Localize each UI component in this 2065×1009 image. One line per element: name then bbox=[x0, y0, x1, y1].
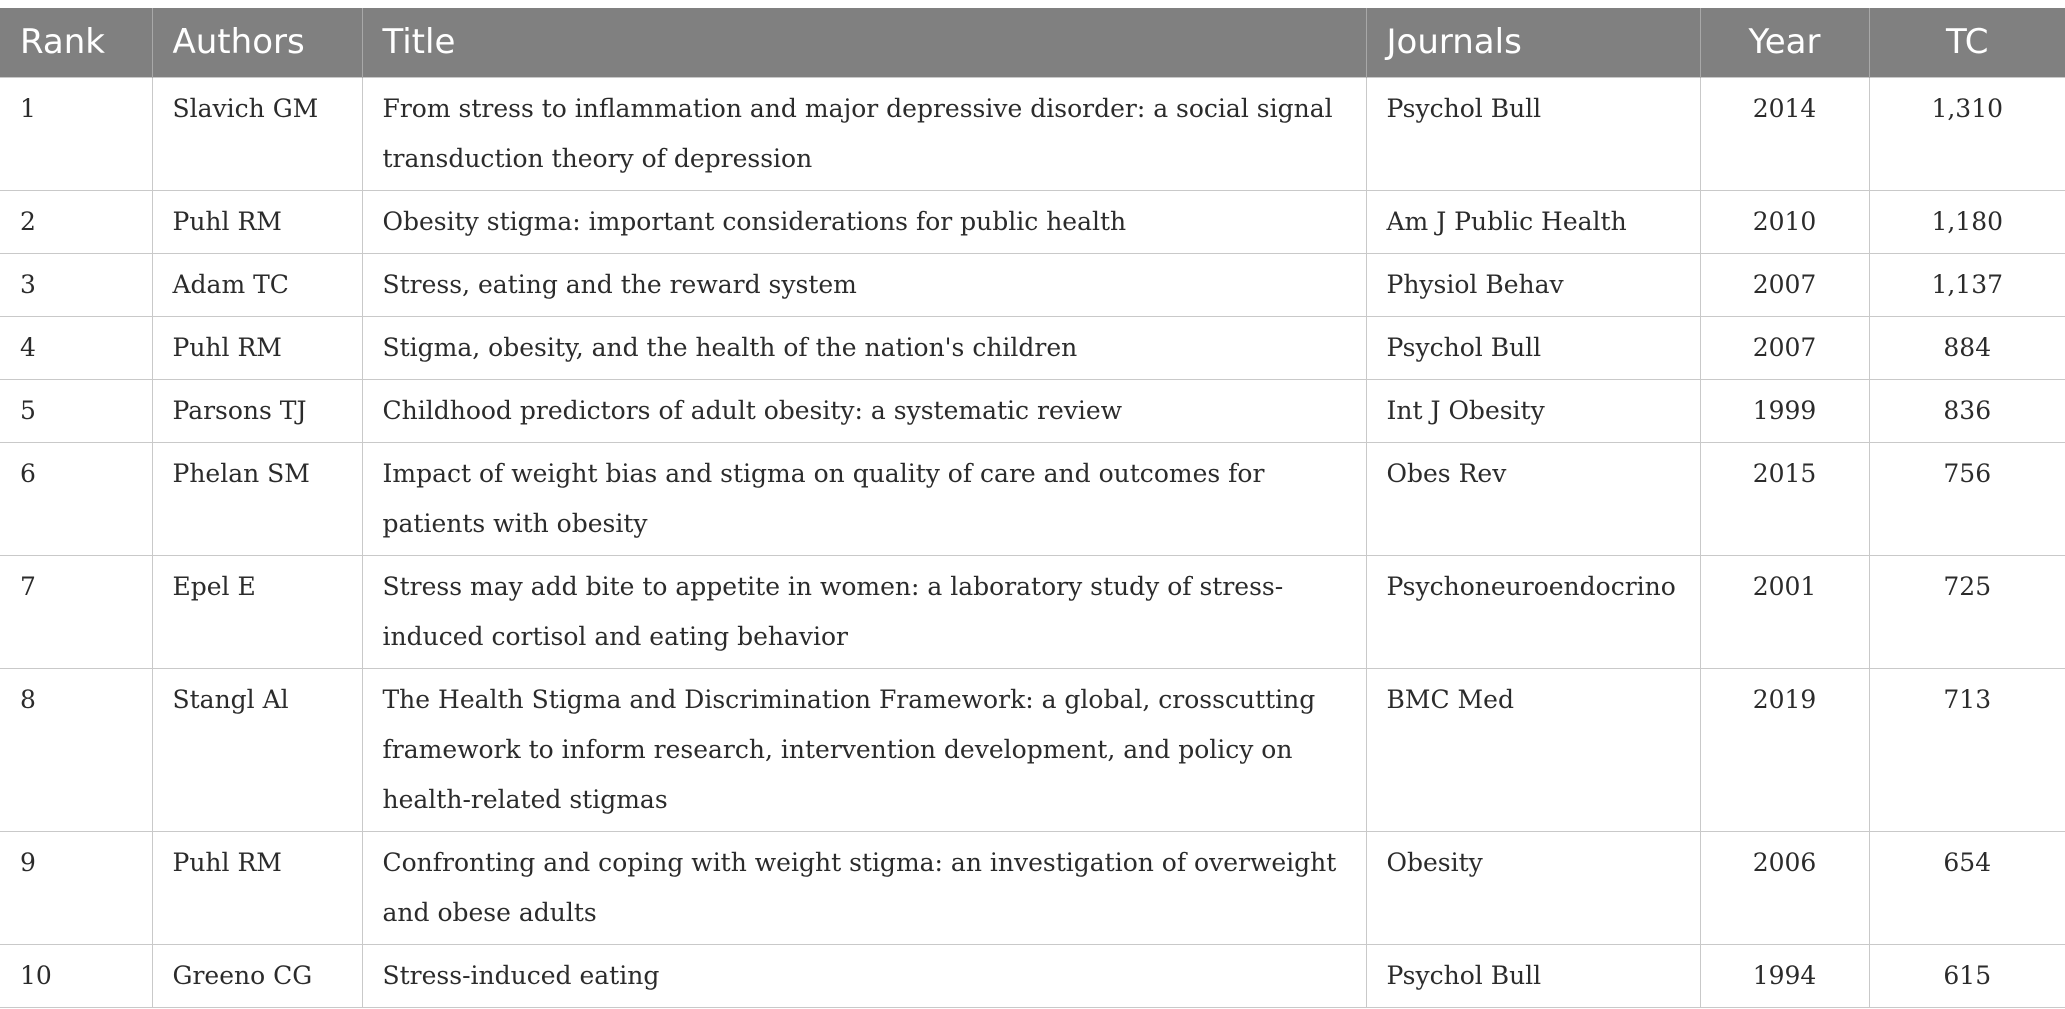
table-row bbox=[0, 190, 2065, 253]
header-row bbox=[0, 8, 2065, 77]
cell-tc: 756 bbox=[1869, 442, 2065, 555]
cell-year: 1999 bbox=[1700, 379, 1869, 442]
cell-year: 1994 bbox=[1700, 944, 1869, 1007]
cell-authors: Greeno CG bbox=[152, 944, 362, 1007]
cell-title: Stress may add bite to appetite in women: a laboratory study of stress-induced cortisol and eating behavior bbox=[362, 555, 1366, 668]
cell-authors: Adam TC bbox=[152, 253, 362, 316]
citation-table-container bbox=[0, 8, 2065, 1008]
cell-journal: Obesity bbox=[1366, 831, 1700, 944]
cell-authors: Parsons TJ bbox=[152, 379, 362, 442]
cell-year: 2015 bbox=[1700, 442, 1869, 555]
cell-title: Stigma, obesity, and the health of the nation's children bbox=[362, 316, 1366, 379]
cell-rank: 2 bbox=[0, 190, 152, 253]
cell-rank: 9 bbox=[0, 831, 152, 944]
cell-rank: 3 bbox=[0, 253, 152, 316]
cell-year: 2001 bbox=[1700, 555, 1869, 668]
cell-authors: Puhl RM bbox=[152, 190, 362, 253]
table-header bbox=[0, 8, 2065, 77]
cell-tc: 654 bbox=[1869, 831, 2065, 944]
cell-authors: Epel E bbox=[152, 555, 362, 668]
cell-authors: Puhl RM bbox=[152, 831, 362, 944]
cell-tc: 1,180 bbox=[1869, 190, 2065, 253]
header-title: Title bbox=[362, 8, 1366, 77]
cell-tc: 615 bbox=[1869, 944, 2065, 1007]
table-body bbox=[0, 77, 2065, 1007]
cell-title: From stress to inflammation and major depressive disorder: a social signal transduction theory of depression bbox=[362, 77, 1366, 190]
table-row bbox=[0, 944, 2065, 1007]
header-rank: Rank bbox=[0, 8, 152, 77]
cell-tc: 884 bbox=[1869, 316, 2065, 379]
table-row bbox=[0, 831, 2065, 944]
cell-rank: 4 bbox=[0, 316, 152, 379]
cell-tc: 725 bbox=[1869, 555, 2065, 668]
table-row bbox=[0, 555, 2065, 668]
cell-title: Impact of weight bias and stigma on quality of care and outcomes for patients with obesity bbox=[362, 442, 1366, 555]
cell-rank: 10 bbox=[0, 944, 152, 1007]
header-authors: Authors bbox=[152, 8, 362, 77]
cell-title: The Health Stigma and Discrimination Framework: a global, crosscutting framework to inform research, intervention development, and policy on health-related stigmas bbox=[362, 668, 1366, 831]
cell-authors: Stangl Al bbox=[152, 668, 362, 831]
cell-year: 2014 bbox=[1700, 77, 1869, 190]
cell-journal: Obes Rev bbox=[1366, 442, 1700, 555]
cell-year: 2007 bbox=[1700, 253, 1869, 316]
cell-tc: 836 bbox=[1869, 379, 2065, 442]
cell-rank: 6 bbox=[0, 442, 152, 555]
cell-title: Confronting and coping with weight stigma: an investigation of overweight and obese adults bbox=[362, 831, 1366, 944]
table-row bbox=[0, 253, 2065, 316]
table-row bbox=[0, 668, 2065, 831]
cell-rank: 7 bbox=[0, 555, 152, 668]
cell-year: 2006 bbox=[1700, 831, 1869, 944]
cell-tc: 1,137 bbox=[1869, 253, 2065, 316]
cell-year: 2019 bbox=[1700, 668, 1869, 831]
cell-authors: Puhl RM bbox=[152, 316, 362, 379]
cell-journal: BMC Med bbox=[1366, 668, 1700, 831]
header-year: Year bbox=[1700, 8, 1869, 77]
table-row bbox=[0, 379, 2065, 442]
header-tc: TC bbox=[1869, 8, 2065, 77]
cell-rank: 1 bbox=[0, 77, 152, 190]
cell-authors: Slavich GM bbox=[152, 77, 362, 190]
header-journals: Journals bbox=[1366, 8, 1700, 77]
cell-title: Obesity stigma: important considerations for public health bbox=[362, 190, 1366, 253]
cell-year: 2010 bbox=[1700, 190, 1869, 253]
cell-journal: Psychol Bull bbox=[1366, 944, 1700, 1007]
cell-journal: Am J Public Health bbox=[1366, 190, 1700, 253]
cell-title: Stress-induced eating bbox=[362, 944, 1366, 1007]
cell-rank: 5 bbox=[0, 379, 152, 442]
table-row bbox=[0, 77, 2065, 190]
top-cited-papers-table bbox=[0, 8, 2065, 1008]
cell-year: 2007 bbox=[1700, 316, 1869, 379]
cell-journal: Physiol Behav bbox=[1366, 253, 1700, 316]
cell-tc: 713 bbox=[1869, 668, 2065, 831]
cell-rank: 8 bbox=[0, 668, 152, 831]
cell-title: Stress, eating and the reward system bbox=[362, 253, 1366, 316]
table-row bbox=[0, 442, 2065, 555]
cell-authors: Phelan SM bbox=[152, 442, 362, 555]
cell-journal: Int J Obesity bbox=[1366, 379, 1700, 442]
cell-journal: Psychoneuroendocrino bbox=[1366, 555, 1700, 668]
cell-journal: Psychol Bull bbox=[1366, 77, 1700, 190]
cell-journal: Psychol Bull bbox=[1366, 316, 1700, 379]
table-row bbox=[0, 316, 2065, 379]
cell-title: Childhood predictors of adult obesity: a systematic review bbox=[362, 379, 1366, 442]
cell-tc: 1,310 bbox=[1869, 77, 2065, 190]
